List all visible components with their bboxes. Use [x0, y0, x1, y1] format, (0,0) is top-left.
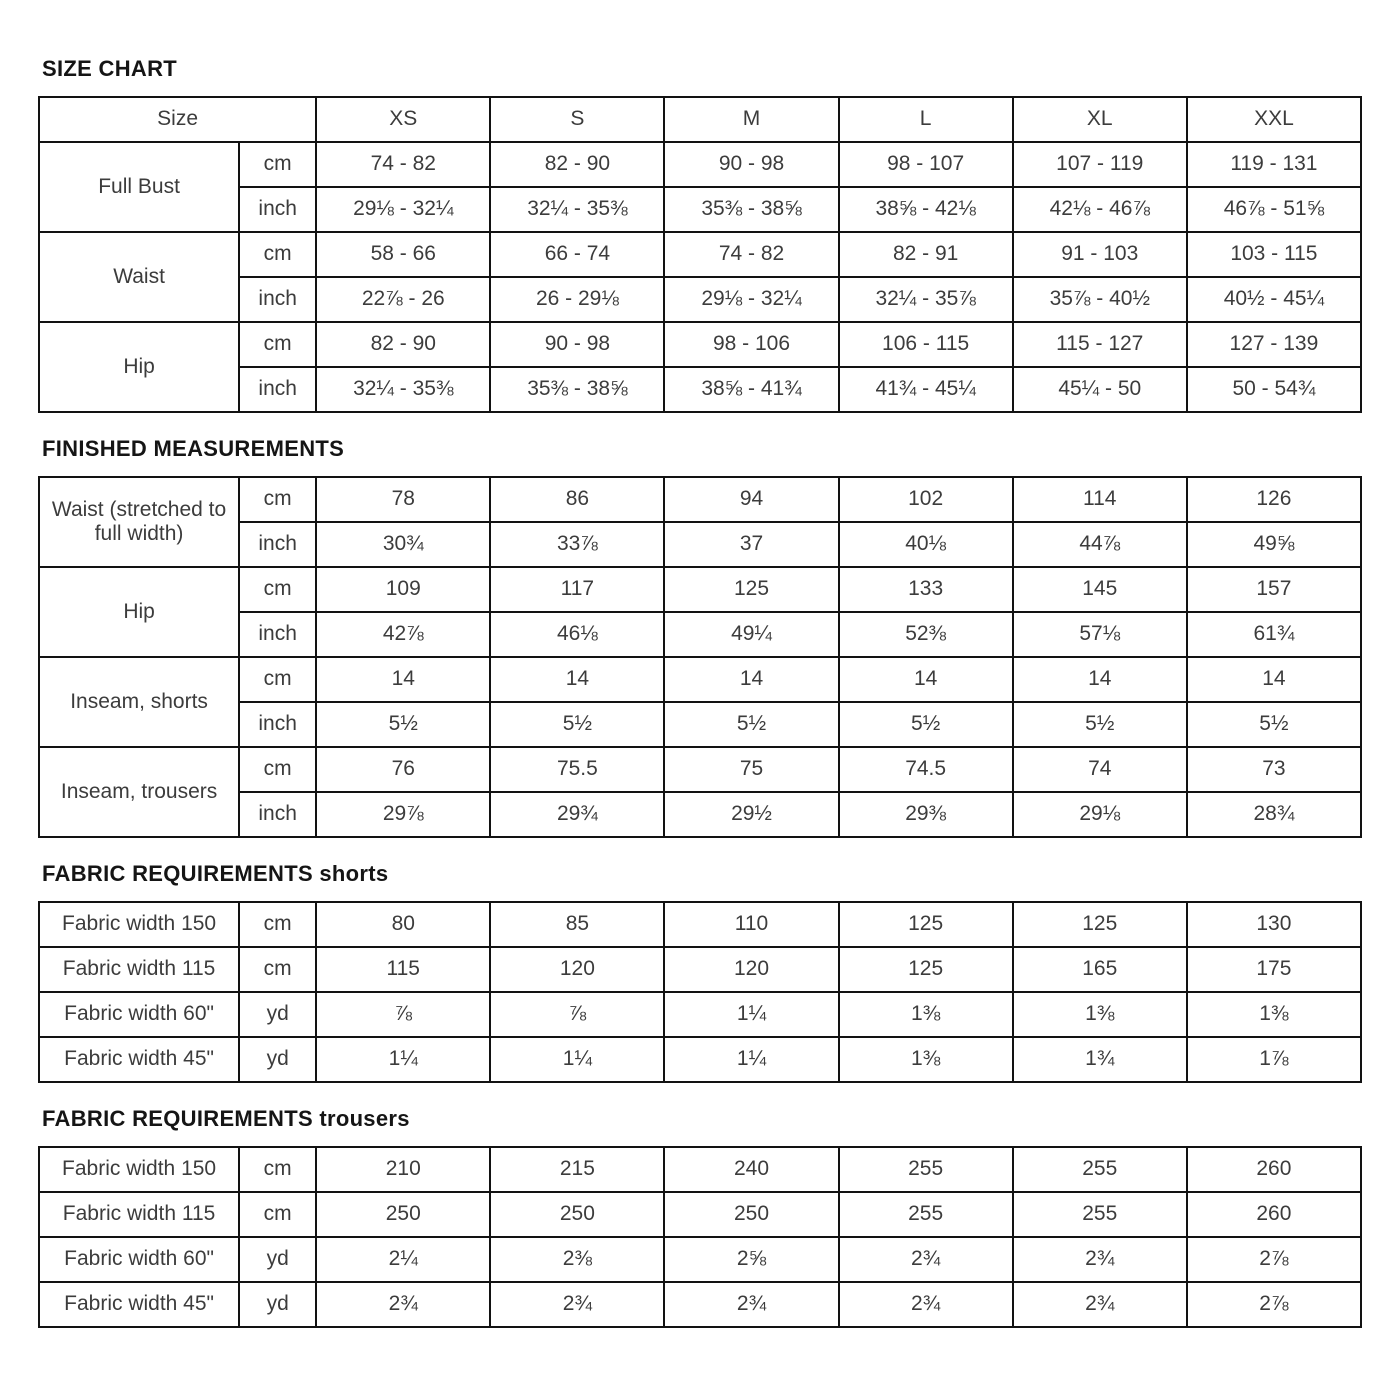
value-cell: 1¼	[664, 1037, 838, 1082]
unit-cell: inch	[239, 187, 316, 232]
value-cell: 2⅞	[1187, 1282, 1361, 1327]
value-cell: 102	[839, 477, 1013, 522]
value-cell: 35⅜ - 38⅝	[490, 367, 664, 412]
finished-measurements-table	[38, 476, 1362, 838]
value-cell: 98 - 106	[664, 322, 838, 367]
table-row	[39, 232, 1361, 277]
value-cell: 2⅜	[490, 1237, 664, 1282]
value-cell: 74 - 82	[316, 142, 490, 187]
value-cell: 14	[1187, 657, 1361, 702]
unit-cell: inch	[239, 702, 316, 747]
value-cell: 94	[664, 477, 838, 522]
fabric-width-label: Fabric width 60"	[39, 1237, 239, 1282]
value-cell: 2¾	[1013, 1282, 1187, 1327]
value-cell: 30¾	[316, 522, 490, 567]
value-cell: 5½	[490, 702, 664, 747]
value-cell: 103 - 115	[1187, 232, 1361, 277]
measurement-label: Hip	[39, 322, 239, 412]
value-cell: 14	[839, 657, 1013, 702]
value-cell: 33⅞	[490, 522, 664, 567]
value-cell: 29⅞	[316, 792, 490, 837]
fabric-trousers-table	[38, 1146, 1362, 1328]
value-cell: 29½	[664, 792, 838, 837]
value-cell: 49⅝	[1187, 522, 1361, 567]
value-cell: 119 - 131	[1187, 142, 1361, 187]
value-cell: 2¾	[490, 1282, 664, 1327]
value-cell: 250	[664, 1192, 838, 1237]
measurement-label: Full Bust	[39, 142, 239, 232]
fabric-width-label: Fabric width 45"	[39, 1282, 239, 1327]
value-cell: 32¼ - 35⅜	[316, 367, 490, 412]
unit-cell: inch	[239, 612, 316, 657]
value-cell: 107 - 119	[1013, 142, 1187, 187]
value-cell: 52⅜	[839, 612, 1013, 657]
unit-cell: cm	[239, 1147, 316, 1192]
value-cell: 82 - 91	[839, 232, 1013, 277]
value-cell: 106 - 115	[839, 322, 1013, 367]
value-cell: 1¼	[664, 992, 838, 1037]
value-cell: 45¼ - 50	[1013, 367, 1187, 412]
value-cell: 46⅞ - 51⅝	[1187, 187, 1361, 232]
value-cell: 210	[316, 1147, 490, 1192]
size-column-header: XXL	[1187, 97, 1361, 142]
size-header-cell: Size	[39, 97, 316, 142]
table-row	[39, 322, 1361, 367]
table-row	[39, 1192, 1361, 1237]
fabric-width-label: Fabric width 115	[39, 947, 239, 992]
unit-cell: yd	[239, 1282, 316, 1327]
value-cell: 1⅞	[1187, 1037, 1361, 1082]
value-cell: 115	[316, 947, 490, 992]
value-cell: 42⅞	[316, 612, 490, 657]
unit-cell: cm	[239, 477, 316, 522]
value-cell: 42⅛ - 46⅞	[1013, 187, 1187, 232]
value-cell: 32¼ - 35⅜	[490, 187, 664, 232]
value-cell: 74	[1013, 747, 1187, 792]
table-row	[39, 1037, 1361, 1082]
table-row	[39, 567, 1361, 612]
value-cell: 26 - 29⅛	[490, 277, 664, 322]
value-cell: 260	[1187, 1192, 1361, 1237]
value-cell: 255	[839, 1192, 1013, 1237]
value-cell: 14	[1013, 657, 1187, 702]
table-row	[39, 142, 1361, 187]
value-cell: 110	[664, 902, 838, 947]
value-cell: 2¾	[1013, 1237, 1187, 1282]
value-cell: 165	[1013, 947, 1187, 992]
value-cell: 75	[664, 747, 838, 792]
value-cell: 40½ - 45¼	[1187, 277, 1361, 322]
value-cell: 14	[664, 657, 838, 702]
unit-cell: inch	[239, 522, 316, 567]
section-fabric-requirements-trousers	[38, 1106, 1362, 1328]
value-cell: 74 - 82	[664, 232, 838, 277]
table-row	[39, 747, 1361, 792]
value-cell: 35⅜ - 38⅝	[664, 187, 838, 232]
value-cell: 1⅜	[839, 1037, 1013, 1082]
value-cell: 133	[839, 567, 1013, 612]
value-cell: 125	[664, 567, 838, 612]
value-cell: 2¾	[839, 1282, 1013, 1327]
value-cell: 35⅞ - 40½	[1013, 277, 1187, 322]
size-header-row	[39, 97, 1361, 142]
unit-cell: cm	[239, 567, 316, 612]
value-cell: 114	[1013, 477, 1187, 522]
value-cell: 125	[839, 947, 1013, 992]
value-cell: 2¼	[316, 1237, 490, 1282]
size-chart-title: SIZE CHART	[42, 56, 177, 81]
value-cell: 75.5	[490, 747, 664, 792]
value-cell: 82 - 90	[490, 142, 664, 187]
value-cell: 37	[664, 522, 838, 567]
value-cell: 250	[490, 1192, 664, 1237]
size-column-header: XS	[316, 97, 490, 142]
finished-measurements-title: FINISHED MEASUREMENTS	[42, 436, 345, 461]
value-cell: 1¼	[316, 1037, 490, 1082]
value-cell: 91 - 103	[1013, 232, 1187, 277]
fabric-width-label: Fabric width 60"	[39, 992, 239, 1037]
value-cell: 115 - 127	[1013, 322, 1187, 367]
value-cell: 1¼	[490, 1037, 664, 1082]
unit-cell: cm	[239, 1192, 316, 1237]
table-row	[39, 1282, 1361, 1327]
value-cell: 5½	[316, 702, 490, 747]
value-cell: 255	[839, 1147, 1013, 1192]
value-cell: 120	[490, 947, 664, 992]
value-cell: 157	[1187, 567, 1361, 612]
unit-cell: cm	[239, 232, 316, 277]
value-cell: 125	[839, 902, 1013, 947]
value-cell: 1⅜	[1187, 992, 1361, 1037]
value-cell: 57⅛	[1013, 612, 1187, 657]
unit-cell: yd	[239, 1237, 316, 1282]
size-column-header: M	[664, 97, 838, 142]
value-cell: 126	[1187, 477, 1361, 522]
table-row	[39, 477, 1361, 522]
value-cell: 80	[316, 902, 490, 947]
value-cell: 240	[664, 1147, 838, 1192]
value-cell: 46⅛	[490, 612, 664, 657]
value-cell: 5½	[664, 702, 838, 747]
value-cell: 76	[316, 747, 490, 792]
value-cell: 38⅝ - 41¾	[664, 367, 838, 412]
measurement-label: Waist	[39, 232, 239, 322]
value-cell: 29⅛	[1013, 792, 1187, 837]
value-cell: ⅞	[490, 992, 664, 1037]
value-cell: 90 - 98	[664, 142, 838, 187]
value-cell: 86	[490, 477, 664, 522]
value-cell: 127 - 139	[1187, 322, 1361, 367]
section-size-chart	[38, 56, 1362, 413]
value-cell: 14	[490, 657, 664, 702]
fabric-width-label: Fabric width 115	[39, 1192, 239, 1237]
size-column-header: XL	[1013, 97, 1187, 142]
value-cell: 215	[490, 1147, 664, 1192]
value-cell: 1¾	[1013, 1037, 1187, 1082]
table-row	[39, 1237, 1361, 1282]
value-cell: 66 - 74	[490, 232, 664, 277]
value-cell: 2⅞	[1187, 1237, 1361, 1282]
table-row	[39, 947, 1361, 992]
value-cell: 2¾	[664, 1282, 838, 1327]
value-cell: 2¾	[316, 1282, 490, 1327]
value-cell: 250	[316, 1192, 490, 1237]
measurement-label: Waist (stretched to full width)	[39, 477, 239, 567]
value-cell: 125	[1013, 902, 1187, 947]
unit-cell: cm	[239, 747, 316, 792]
unit-cell: inch	[239, 367, 316, 412]
fabric-width-label: Fabric width 150	[39, 1147, 239, 1192]
value-cell: 44⅞	[1013, 522, 1187, 567]
value-cell: 29⅜	[839, 792, 1013, 837]
value-cell: 98 - 107	[839, 142, 1013, 187]
value-cell: 145	[1013, 567, 1187, 612]
value-cell: 90 - 98	[490, 322, 664, 367]
value-cell: 14	[316, 657, 490, 702]
fabric-width-label: Fabric width 150	[39, 902, 239, 947]
value-cell: 78	[316, 477, 490, 522]
fabric-width-label: Fabric width 45"	[39, 1037, 239, 1082]
unit-cell: cm	[239, 322, 316, 367]
value-cell: ⅞	[316, 992, 490, 1037]
value-cell: 58 - 66	[316, 232, 490, 277]
value-cell: 2¾	[839, 1237, 1013, 1282]
value-cell: 255	[1013, 1147, 1187, 1192]
unit-cell: cm	[239, 657, 316, 702]
value-cell: 49¼	[664, 612, 838, 657]
section-fabric-requirements-shorts	[38, 861, 1362, 1083]
unit-cell: cm	[239, 142, 316, 187]
size-column-header: L	[839, 97, 1013, 142]
value-cell: 28¾	[1187, 792, 1361, 837]
section-finished-measurements	[38, 436, 1362, 838]
value-cell: 29⅛ - 32¼	[664, 277, 838, 322]
fabric-trousers-title: FABRIC REQUIREMENTS trousers	[42, 1106, 410, 1131]
value-cell: 29⅛ - 32¼	[316, 187, 490, 232]
value-cell: 5½	[1013, 702, 1187, 747]
value-cell: 74.5	[839, 747, 1013, 792]
value-cell: 120	[664, 947, 838, 992]
value-cell: 22⅞ - 26	[316, 277, 490, 322]
unit-cell: cm	[239, 947, 316, 992]
value-cell: 29¾	[490, 792, 664, 837]
value-cell: 50 - 54¾	[1187, 367, 1361, 412]
unit-cell: cm	[239, 902, 316, 947]
value-cell: 175	[1187, 947, 1361, 992]
value-cell: 5½	[1187, 702, 1361, 747]
value-cell: 40⅛	[839, 522, 1013, 567]
table-row	[39, 992, 1361, 1037]
value-cell: 61¾	[1187, 612, 1361, 657]
value-cell: 1⅜	[839, 992, 1013, 1037]
value-cell: 109	[316, 567, 490, 612]
table-row	[39, 902, 1361, 947]
size-chart-table	[38, 96, 1362, 413]
value-cell: 41¾ - 45¼	[839, 367, 1013, 412]
value-cell: 1⅜	[1013, 992, 1187, 1037]
table-row	[39, 657, 1361, 702]
value-cell: 38⅝ - 42⅛	[839, 187, 1013, 232]
unit-cell: yd	[239, 992, 316, 1037]
value-cell: 32¼ - 35⅞	[839, 277, 1013, 322]
unit-cell: yd	[239, 1037, 316, 1082]
value-cell: 5½	[839, 702, 1013, 747]
value-cell: 85	[490, 902, 664, 947]
value-cell: 117	[490, 567, 664, 612]
size-column-header: S	[490, 97, 664, 142]
measurement-label: Hip	[39, 567, 239, 657]
fabric-shorts-table	[38, 901, 1362, 1083]
unit-cell: inch	[239, 277, 316, 322]
measurement-label: Inseam, shorts	[39, 657, 239, 747]
value-cell: 130	[1187, 902, 1361, 947]
value-cell: 260	[1187, 1147, 1361, 1192]
measurement-label: Inseam, trousers	[39, 747, 239, 837]
value-cell: 73	[1187, 747, 1361, 792]
value-cell: 255	[1013, 1192, 1187, 1237]
fabric-shorts-title: FABRIC REQUIREMENTS shorts	[42, 861, 389, 886]
unit-cell: inch	[239, 792, 316, 837]
value-cell: 2⅝	[664, 1237, 838, 1282]
table-row	[39, 1147, 1361, 1192]
value-cell: 82 - 90	[316, 322, 490, 367]
